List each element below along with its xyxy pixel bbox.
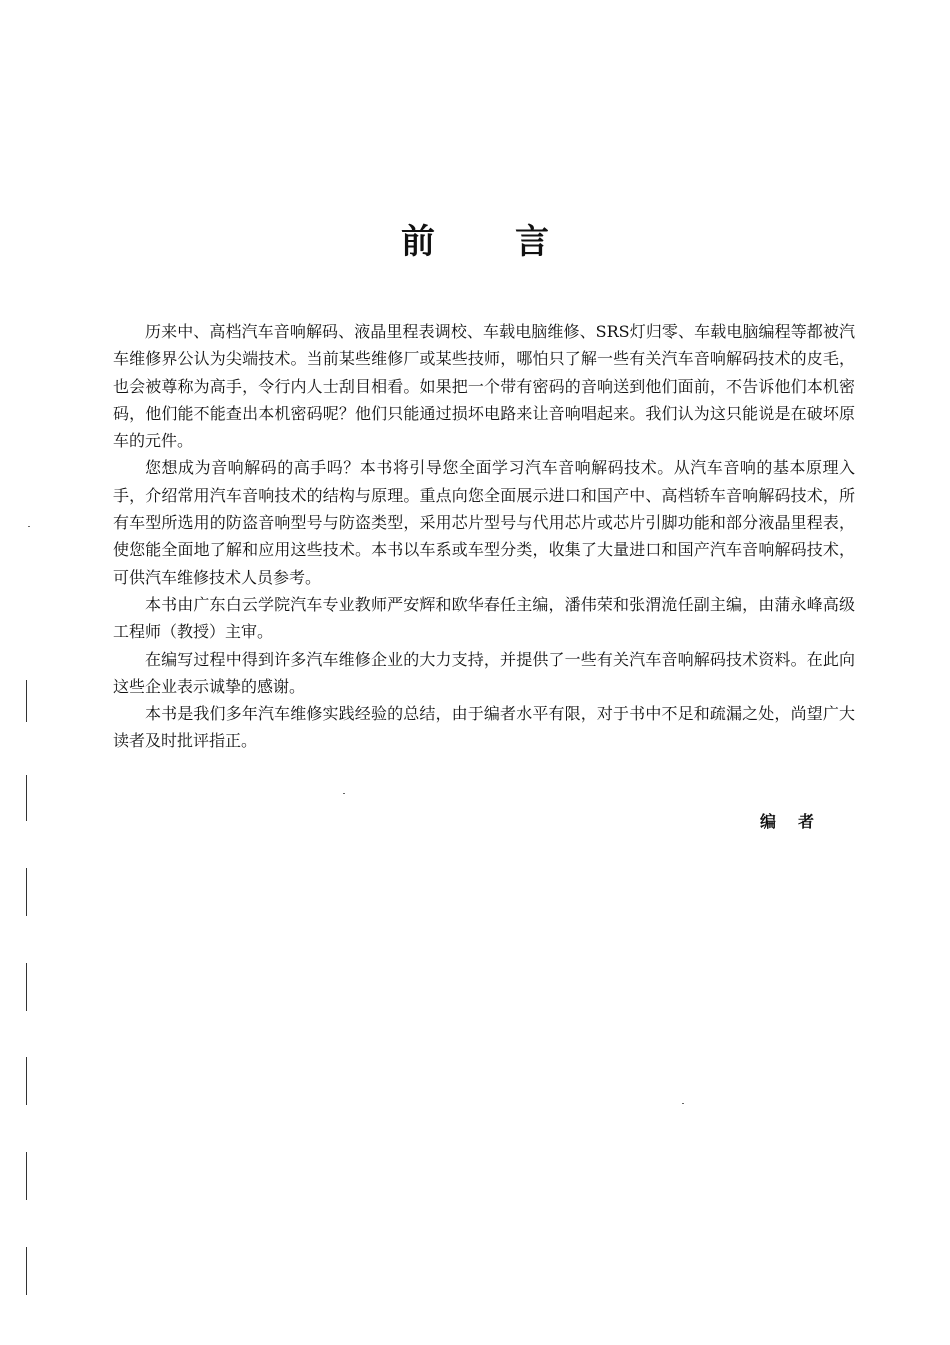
- paragraph-4: 在编写过程中得到许多汽车维修企业的大力支持，并提供了一些有关汽车音响解码技术资料。在此向这些企业表示诚挚的感谢。: [113, 649, 855, 696]
- page-title-char-2: 言: [515, 222, 549, 262]
- scan-speck: [28, 526, 30, 527]
- scan-mark: [26, 868, 27, 916]
- scan-mark: [26, 1152, 27, 1200]
- paragraph-2: 您想成为音响解码的高手吗？本书将引导您全面学习汽车音响解码技术。从汽车音响的基本原理入手，介绍常用汽车音响技术的结构与原理。重点向您全面展示进口和国产中、高档轿车音响解码技术，所有车型所选用的防盗音响型号与防盗类型，采用芯片型号与代用芯片或芯片引脚功能和部分液晶里程表，使您能全面地了解和应用这些技术。本书以车系或车型分类，收集了大量进口和国产汽车音响解码技术，可供汽车维修技术人员参考。: [113, 458, 855, 587]
- scan-mark: [26, 680, 27, 722]
- signature-char-1: 编: [760, 812, 777, 831]
- paragraph-3: 本书由广东白云学院汽车专业教师严安辉和欧华春任主编，潘伟荣和张渭洈任副主编，由蒲永峰高级工程师（教授）主审。: [113, 594, 855, 642]
- paragraph-1: 历来中、高档汽车音响解码、液晶里程表调校、车载电脑维修、SRS灯归零、车载电脑编程等都被汽车维修界公认为尖端技术。当前某些维修厂或某些技师，哪怕只了解一些有关汽车音响解码技术的皮毛，也会被尊称为高手，令行内人士刮目相看。如果把一个带有密码的音响送到他们面前，不告诉他们本机密码，他们能不能查出本机密码呢？他们只能通过损坏电路来让音响唱起来。我们认为这只能说是在破坏原车的元件。: [113, 322, 855, 451]
- scan-mark: [26, 1057, 27, 1105]
- scan-speck: [682, 1103, 684, 1104]
- scan-speck: [343, 793, 345, 794]
- scan-mark: [26, 963, 27, 1011]
- preface-body: [113, 318, 855, 755]
- scan-mark: [26, 1247, 27, 1295]
- page-title-char-1: 前: [401, 222, 435, 262]
- author-signature: [760, 810, 814, 834]
- page-title: [0, 222, 950, 262]
- scan-mark: [26, 775, 27, 821]
- signature-char-2: 者: [798, 812, 815, 831]
- paragraph-5: 本书是我们多年汽车维修实践经验的总结，由于编者水平有限，对于书中不足和疏漏之处，尚望广大读者及时批评指正。: [113, 704, 855, 751]
